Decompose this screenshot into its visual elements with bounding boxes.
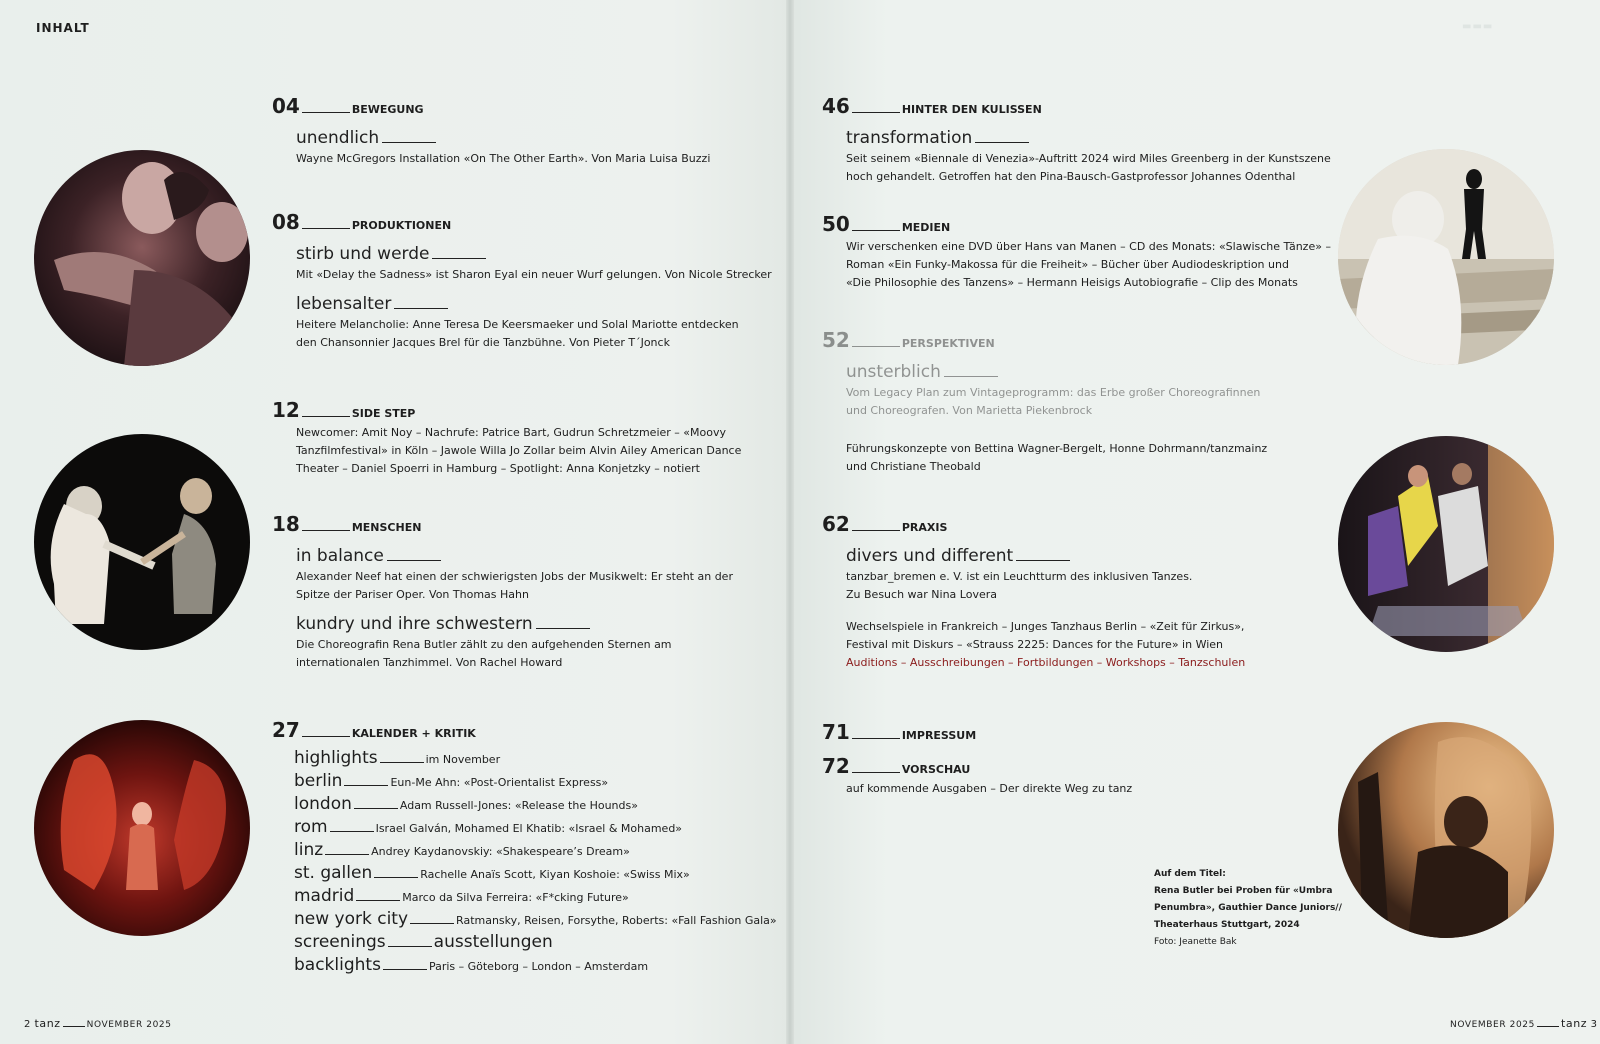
entry-desc: Theater – Daniel Spoerri in Hamburg – Spotlight: Anna Konjetzky – notiert [296,462,700,475]
issue-date: NOVEMBER 2025 [1450,1020,1535,1030]
entry-title: stirb und werde [296,244,430,264]
section-heading [822,212,1331,236]
section-vorschau [822,754,1132,798]
section-label: PRODUKTIONEN [351,219,452,232]
section-label: PRAXIS [901,521,948,534]
entry-desc: Heitere Melancholie: Anne Teresa De Keersmaeker und Solal Mariotte entdecken [296,318,739,331]
section-number: 12 [272,398,300,422]
entry-desc: tanzbar_bremen e. V. ist ein Leuchtturm des inklusiven Tanzes. [846,570,1193,583]
section-heading [822,720,976,744]
photo-red-stage [34,720,250,936]
photo-statue-gallery [1338,149,1554,365]
entry-title: kundry und ihre schwestern [296,614,533,634]
section-label: BEWEGUNG [351,103,424,116]
calendar-row: london Adam Russell-Jones: «Release the Hounds» [294,794,638,814]
section-praxis [822,512,1245,672]
rule [302,112,350,113]
section-heading [272,210,772,234]
section-number: 52 [822,328,850,352]
entry [846,238,1331,292]
calendar-row: madrid Marco da Silva Ferreira: «F*cking Future» [294,886,629,906]
section-hinter-den-kulissen [822,94,1331,186]
section-side-step [272,398,741,478]
entry-title: unsterblich [846,362,941,382]
entry-desc: Newcomer: Amit Noy – Nachrufe: Patrice Bart, Gudrun Schretzmeier – «Moovy [296,426,726,439]
issue-date: NOVEMBER 2025 [86,1020,172,1030]
cover-caption: Auf dem Titel: Rena Butler bei Proben für «Umbra Penumbra», Gauthier Dance Juniors// Theaterhaus Stuttgart, 2024 Foto: Jeanette Bak [1154,866,1342,951]
calendar-row: screenings ausstellungen [294,932,553,952]
section-heading [272,512,733,536]
entry-desc: Festival mit Diskurs – «Strauss 2225: Dances for the Future» in Wien [846,638,1224,651]
photo-inclusive-dance-group [1338,436,1554,652]
section-number: 27 [272,718,300,742]
entry-desc: Alexander Neef hat einen der schwierigsten Jobs der Musikwelt: Er steht an der [296,570,733,583]
entry-desc: Spitze der Pariser Oper. Von Thomas Hahn [296,588,529,601]
section-number: 18 [272,512,300,536]
section-produktionen [272,210,772,352]
entry-title: in balance [296,546,384,566]
entry-title: lebensalter [296,294,392,314]
entry-title: divers und different [846,546,1014,566]
section-menschen [272,512,733,672]
entry-title: unendlich [296,128,380,148]
entry-desc-highlight: Auditions – Ausschreibungen – Fortbildungen – Workshops – Tanzschulen [846,656,1246,669]
entry [296,614,733,672]
section-label: KALENDER + KRITIK [351,727,476,740]
entry-desc: «Die Philosophie des Tanzens» – Hermann Heisigs Autobiografie – Clip des Monats [846,276,1298,289]
entry-desc: Mit «Delay the Sadness» ist Sharon Eyal ein neuer Wurf gelungen. Von Nicole Strecker [296,268,772,281]
section-heading [272,398,741,422]
entry-desc: Wir verschenken eine DVD über Hans van Manen – CD des Monats: «Slawische Tänze» – [846,240,1331,253]
magazine-brand: tanz [34,1017,61,1030]
section-heading [822,94,1331,118]
photo-cover-rehearsal [1338,722,1554,938]
calendar-row: new york city Ratmansky, Reisen, Forsythe, Roberts: «Fall Fashion Gala» [294,909,777,929]
entry-desc: Vom Legacy Plan zum Vintageprogramm: das Erbe großer Choreografinnen [846,386,1261,399]
entry [846,618,1245,672]
footer-left [24,1017,172,1030]
section-number: 50 [822,212,850,236]
calendar-list [294,746,777,976]
calendar-row: backlights Paris – Göteborg – London – Amsterdam [294,955,649,975]
section-label: PERSPEKTIVEN [901,337,995,350]
photo-two-dancers-dark [34,434,250,650]
section-number: 46 [822,94,850,118]
entry-desc: Wayne McGregors Installation «On The Other Earth». Von Maria Luisa Buzzi [296,152,711,165]
entry [846,128,1331,186]
page-header-inhalt: INHALT [36,21,90,35]
calendar-row: berlin Eun-Me Ahn: «Post-Orientalist Express» [294,771,609,791]
ghost-header: ▬▬▬ [1462,21,1494,32]
section-label: MEDIEN [901,221,951,234]
entry-desc: Wechselspiele in Frankreich – Junges Tanzhaus Berlin – «Zeit für Zirkus», [846,620,1245,633]
section-heading [272,94,710,118]
section-number: 04 [272,94,300,118]
section-label: MENSCHEN [351,521,422,534]
entry [846,546,1245,604]
section-impressum [822,720,976,744]
section-label: HINTER DEN KULISSEN [901,103,1042,116]
section-number: 72 [822,754,850,778]
entry-desc: Zu Besuch war Nina Lovera [846,588,997,601]
entry [846,780,1132,798]
section-heading [272,718,777,742]
entry-desc: Die Choreografin Rena Butler zählt zu den aufgehenden Sternen am [296,638,672,651]
entry [296,244,772,284]
page-number: 2 [24,1019,31,1030]
entry [296,294,772,352]
section-heading [822,512,1245,536]
section-perspektiven-extra [846,438,1267,476]
entry-title: transformation [846,128,973,148]
calendar-row: rom Israel Galván, Mohamed El Khatib: «Israel & Mohamed» [294,817,683,837]
magazine-brand: tanz [1560,1017,1588,1030]
section-kalender-kritik [272,718,777,976]
entry [296,546,733,604]
entry [846,362,1260,420]
calendar-row: highlights im November [294,748,501,768]
page-number: 3 [1590,1019,1598,1030]
entry-desc: Führungskonzepte von Bettina Wagner-Bergelt, Honne Dohrmann/tanzmainz [846,442,1268,455]
section-bewegung [272,94,710,168]
entry-desc: auf kommende Ausgaben – Der direkte Weg zu tanz [846,782,1133,795]
section-heading [822,328,1260,352]
entry-desc: und Choreografen. Von Marietta Piekenbrock [846,404,1093,417]
entry-desc: Tanzfilmfestival» in Köln – Jawole Willa Jo Zollar beim Alvin Ailey American Dance [296,444,742,457]
section-heading [822,754,1132,778]
entry [296,128,710,168]
entry [296,424,741,478]
photo-credit: Foto: Jeanette Bak [1154,937,1237,947]
entry-desc: Roman «Ein Funky-Makossa für die Freiheit» – Bücher über Audiodeskription und [846,258,1289,271]
calendar-row: st. gallen Rachelle Anaïs Scott, Kiyan Koshoie: «Swiss Mix» [294,863,690,883]
section-perspektiven [822,328,1260,420]
gutter [786,0,794,1044]
section-label: SIDE STEP [351,407,416,420]
section-number: 62 [822,512,850,536]
photo-dancers-embrace [34,150,250,366]
entry-desc: internationalen Tanzhimmel. Von Rachel Howard [296,656,563,669]
section-number: 71 [822,720,850,744]
entry-desc: den Chansonnier Jacques Brel für die Tanzbühne. Von Pieter T´Jonck [296,336,670,349]
entry-desc: hoch gehandelt. Getroffen hat den Pina-Bausch-Gastprofessor Johannes Odenthal [846,170,1296,183]
calendar-row: linz Andrey Kaydanovskiy: «Shakespeare’s Dream» [294,840,630,860]
section-label: IMPRESSUM [901,729,977,742]
section-medien [822,212,1331,292]
section-number: 08 [272,210,300,234]
entry-desc: Seit seinem «Biennale di Venezia»-Auftritt 2024 wird Miles Greenberg in der Kunstszene [846,152,1331,165]
entry-desc: und Christiane Theobald [846,460,981,473]
section-label: VORSCHAU [901,763,971,776]
footer-right [1450,1017,1598,1030]
